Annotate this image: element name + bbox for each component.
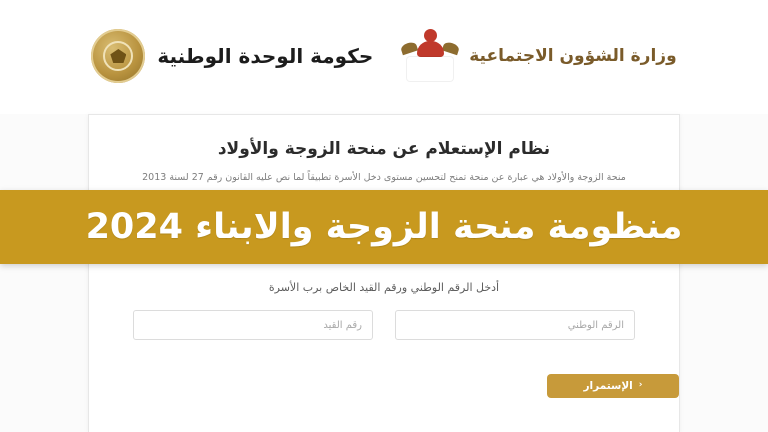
continue-button-label: الإستمرار bbox=[583, 380, 633, 393]
ministry-name: وزارة الشؤون الاجتماعية bbox=[469, 46, 677, 66]
site-header bbox=[0, 0, 768, 112]
overlay-banner-text: منظومة منحة الزوجة والابناء 2024 bbox=[85, 207, 683, 247]
government-name: حكومة الوحدة الوطنية bbox=[157, 44, 374, 68]
record-number-field[interactable] bbox=[133, 310, 373, 340]
page-right-edge bbox=[680, 114, 768, 432]
inquiry-card bbox=[88, 114, 680, 432]
libya-flag-icon bbox=[407, 57, 453, 81]
crescent-icon bbox=[449, 57, 453, 61]
national-id-field[interactable] bbox=[395, 310, 635, 340]
ministry-branding bbox=[399, 27, 676, 85]
page-left-edge bbox=[0, 114, 88, 432]
form-fields-row bbox=[133, 310, 635, 340]
emblem-person-body-icon bbox=[417, 41, 444, 57]
overlay-banner bbox=[0, 190, 768, 264]
page-title: نظام الإستعلام عن منحة الزوجة والأولاد bbox=[217, 139, 551, 159]
emblem-wing-right-icon bbox=[442, 41, 460, 55]
form-instruction: أدخل الرقم الوطني ورقم القيد الخاص برب الأسرة bbox=[268, 281, 500, 295]
continue-button[interactable] bbox=[547, 374, 679, 398]
page-subtitle: منحة الزوجة والأولاد هي عبارة عن منحة تمنح لتحسين مستوى دخل الأسرة تطبيقاً لما نص عليه القانون رقم 27 لسنة 2013 bbox=[142, 172, 626, 183]
emblem-wing-left-icon bbox=[400, 41, 418, 55]
government-branding bbox=[91, 29, 373, 83]
family-flag-emblem-icon bbox=[399, 27, 461, 85]
submit-row bbox=[89, 374, 679, 398]
government-seal-icon bbox=[91, 29, 145, 83]
chevron-left-icon: ‹ bbox=[638, 379, 643, 390]
